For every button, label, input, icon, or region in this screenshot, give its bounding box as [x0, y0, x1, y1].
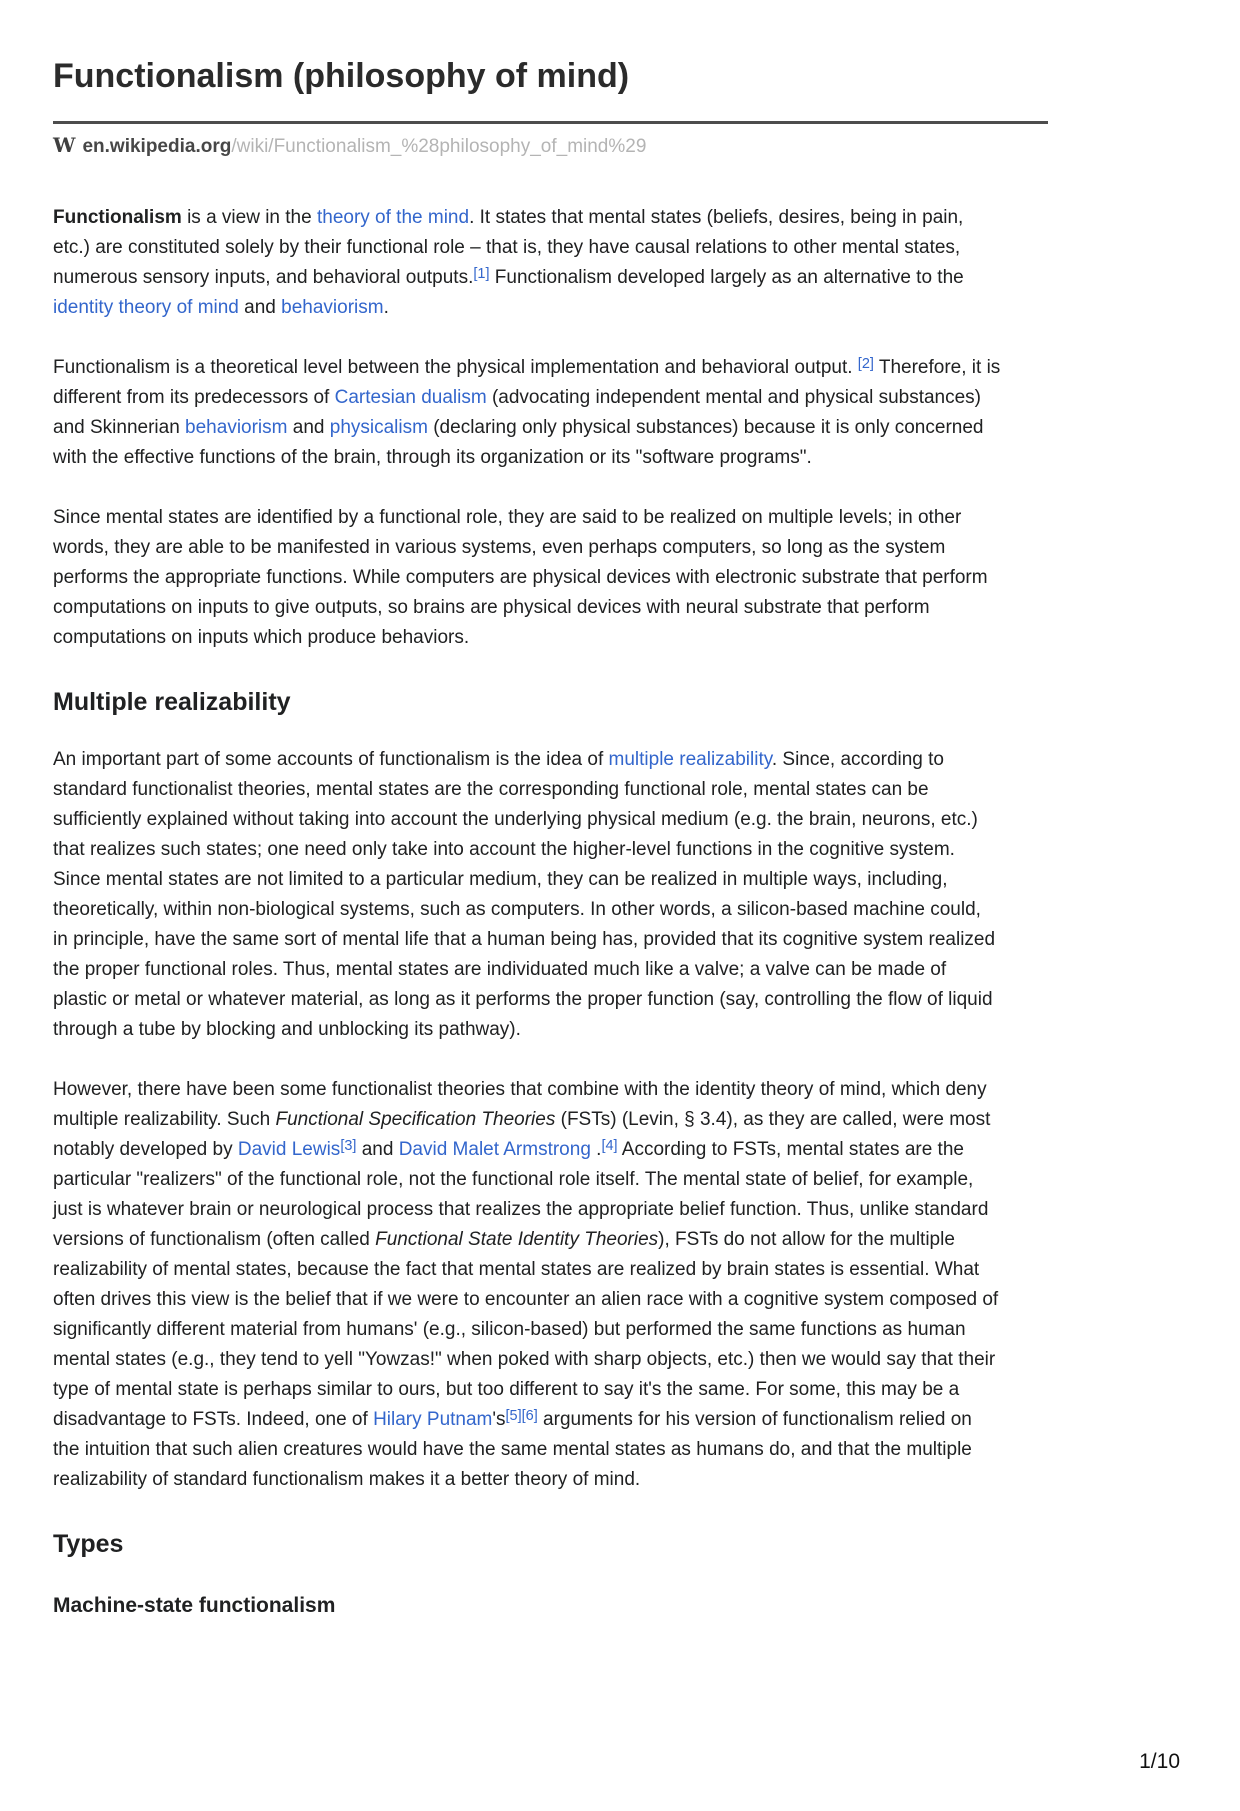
wiki-link[interactable]: David Malet Armstrong: [398, 1138, 591, 1160]
text-line: [53, 1465, 1048, 1495]
text-run: realizability of mental states, because the fact that mental states are realized by brain states is essential. What: [53, 1258, 980, 1280]
wiki-link[interactable]: Cartesian dualism: [334, 386, 487, 408]
wiki-link[interactable]: behaviorism: [281, 296, 384, 318]
text-run: versions of functionalism (often called: [53, 1228, 376, 1250]
text-run: .: [590, 1138, 602, 1160]
text-run: and Skinnerian: [53, 416, 186, 438]
text-run: often drives this view is the belief that if we were to encounter an alien race with a cognitive system composed of: [53, 1288, 999, 1310]
text-run: However, there have been some functionalist theories that combine with the identity theory of mind, which deny: [53, 1078, 987, 1100]
text-run: (FSTs) (Levin, § 3.4), as they are called, were most: [555, 1108, 991, 1130]
text-line: [53, 1195, 1048, 1225]
text-line: [53, 925, 1048, 955]
text-run: disadvantage to FSTs. Indeed, one of: [53, 1408, 374, 1430]
text-line: [53, 1315, 1048, 1345]
text-run: different from its predecessors of: [53, 386, 335, 408]
text-line: [53, 1405, 1048, 1435]
text-run: An important part of some accounts of functionalism is the idea of: [53, 748, 609, 770]
text-line: [53, 263, 1048, 293]
text-line: [53, 1345, 1048, 1375]
text-run: mental states (e.g., they tend to yell "Yowzas!" when poked with sharp objects, etc.) then we would say that their: [53, 1348, 996, 1370]
wiki-link[interactable]: multiple realizability: [608, 748, 772, 770]
italic-text: Functional State Identity Theories: [375, 1228, 659, 1250]
text-line: [53, 413, 1048, 443]
wiki-link[interactable]: behaviorism: [185, 416, 288, 438]
text-run: etc.) are constituted solely by their functional role – that is, they have causal relations to other mental states,: [53, 236, 961, 258]
text-run: numerous sensory inputs, and behavioral outputs.: [53, 266, 474, 288]
text-run: and: [356, 1138, 399, 1160]
text-run: .: [383, 296, 389, 318]
text-line: [53, 1435, 1048, 1465]
text-run: notably developed by: [53, 1138, 238, 1160]
text-line: [53, 1165, 1048, 1195]
paragraph: [53, 203, 1048, 323]
text-line: [53, 443, 1048, 473]
text-run: through a tube by blocking and unblocking its pathway).: [53, 1018, 521, 1040]
text-line: [53, 593, 1048, 623]
paragraph: [53, 503, 1048, 653]
text-line: [53, 563, 1048, 593]
text-run: just is whatever brain or neurological process that realizes the appropriate belief function. Thus, unlike standard: [53, 1198, 989, 1220]
text-run: computations on inputs which produce behaviors.: [53, 626, 470, 648]
text-run: and: [238, 296, 282, 318]
text-run: theoretically, within non-biological systems, such as computers. In other words, a silicon-based machine could,: [53, 898, 981, 920]
text-line: [53, 775, 1048, 805]
text-run: words, they are able to be manifested in various systems, even perhaps computers, so long as the system: [53, 536, 946, 558]
subsection-heading: Machine-state functionalism: [53, 1593, 336, 1617]
text-run: realizability of standard functionalism makes it a better theory of mind.: [53, 1468, 641, 1490]
text-run: Functionalism is a theoretical level between the physical implementation and behavioral output.: [53, 356, 858, 378]
text-run: plastic or metal or whatever material, as long as it performs the proper function (say, controlling the flow of liquid: [53, 988, 993, 1010]
text-line: [53, 985, 1048, 1015]
text-line: [53, 865, 1048, 895]
wiki-link[interactable]: David Lewis: [237, 1138, 341, 1160]
text-line: [53, 745, 1048, 775]
text-run: Therefore, it is: [873, 356, 1001, 378]
section-heading: Multiple realizability: [53, 687, 291, 716]
text-run: multiple realizability. Such: [53, 1108, 276, 1130]
text-line: [53, 835, 1048, 865]
text-run: computations on inputs to give outputs, so brains are physical devices with neural substrate that perform: [53, 596, 930, 618]
section-heading: Types: [53, 1529, 124, 1558]
source-domain: en.wikipedia.org: [82, 135, 232, 157]
paragraph: [53, 353, 1048, 473]
text-line: [53, 895, 1048, 925]
text-line: [53, 955, 1048, 985]
text-run: type of mental state is perhaps similar to ours, but too different to say it's the same. For some, this may be a: [53, 1378, 960, 1400]
text-run: arguments for his version of functionalism relied on: [537, 1408, 972, 1430]
wiki-link[interactable]: identity theory of mind: [53, 296, 239, 318]
page-title: Functionalism (philosophy of mind): [53, 57, 630, 95]
text-line: [53, 533, 1048, 563]
text-line: [53, 1015, 1048, 1045]
wiki-link[interactable]: Hilary Putnam: [373, 1408, 493, 1430]
italic-text: Functional Specification Theories: [275, 1108, 556, 1130]
text-line: [53, 1135, 1048, 1165]
page-number: 1/10: [1139, 1750, 1180, 1773]
text-line: [53, 1105, 1048, 1135]
text-line: [53, 1255, 1048, 1285]
reference-link[interactable]: [1]: [473, 265, 490, 282]
text-run: sufficiently explained without taking into account the underlying physical medium (e.g. the brain, neurons, etc.): [53, 808, 978, 830]
text-run: in principle, have the same sort of mental life that a human being has, provided that its cognitive system realized: [53, 928, 996, 950]
text-line: [53, 383, 1048, 413]
text-run: . It states that mental states (beliefs, desires, being in pain,: [469, 206, 964, 228]
text-run: (declaring only physical substances) because it is only concerned: [427, 416, 984, 438]
text-run: According to FSTs, mental states are the: [617, 1138, 964, 1160]
source-bar: [53, 133, 1048, 159]
text-run: Since mental states are identified by a functional role, they are said to be realized on multiple levels; in other: [53, 506, 962, 528]
text-run: the intuition that such alien creatures would have the same mental states as humans do, and that the multiple: [53, 1438, 972, 1460]
reference-link[interactable]: [3]: [340, 1137, 357, 1154]
text-line: [53, 1225, 1048, 1255]
text-run: and: [287, 416, 330, 438]
article-body: [53, 203, 1048, 1619]
text-run: performs the appropriate functions. While computers are physical devices with electronic substrate that perform: [53, 566, 988, 588]
text-run: is a view in the: [181, 206, 317, 228]
text-run: standard functionalist theories, mental states are the corresponding functional role, mental states can be: [53, 778, 929, 800]
title-divider: [53, 121, 1048, 124]
wiki-link[interactable]: theory of the mind: [316, 206, 470, 228]
text-run: Functionalism developed largely as an alternative to the: [489, 266, 964, 288]
text-run: significantly different material from humans' (e.g., silicon-based) but performed the same functions as human: [53, 1318, 966, 1340]
source-path: /wiki/Functionalism_%28philosophy_of_mind%29: [231, 135, 647, 157]
text-run: (advocating independent mental and physical substances): [486, 386, 982, 408]
wikipedia-icon: W: [53, 132, 76, 157]
paragraph: [53, 1075, 1048, 1495]
text-line: [53, 623, 1048, 653]
reference-link[interactable]: [4]: [601, 1137, 618, 1154]
text-run: with the effective functions of the brain, through its organization or its "software programs".: [53, 446, 812, 468]
text-run: 's: [492, 1408, 506, 1430]
text-run: . Since, according to: [771, 748, 944, 770]
paragraph: [53, 745, 1048, 1045]
text-run: that realizes such states; one need only take into account the higher-level functions in the cognitive system.: [53, 838, 955, 860]
text-line: [53, 1075, 1048, 1105]
text-run: ), FSTs do not allow for the multiple: [658, 1228, 955, 1250]
bold-text: Functionalism: [53, 206, 182, 228]
text-line: [53, 353, 1048, 383]
text-line: [53, 503, 1048, 533]
text-line: [53, 1285, 1048, 1315]
text-line: [53, 203, 1048, 233]
text-run: the proper functional roles. Thus, mental states are individuated much like a valve; a valve can be made of: [53, 958, 947, 980]
text-line: [53, 233, 1048, 263]
text-line: [53, 805, 1048, 835]
text-run: particular "realizers" of the functional role, not the functional role itself. The mental state of belief, for example,: [53, 1168, 974, 1190]
reference-link[interactable]: [2]: [857, 355, 874, 372]
text-run: Since mental states are not limited to a particular medium, they can be realized in multiple ways, including,: [53, 868, 948, 890]
reference-link[interactable]: [5][6]: [505, 1407, 538, 1424]
text-line: [53, 1375, 1048, 1405]
wiki-link[interactable]: physicalism: [329, 416, 428, 438]
text-line: [53, 293, 1048, 323]
document-page: [53, 56, 1048, 1619]
